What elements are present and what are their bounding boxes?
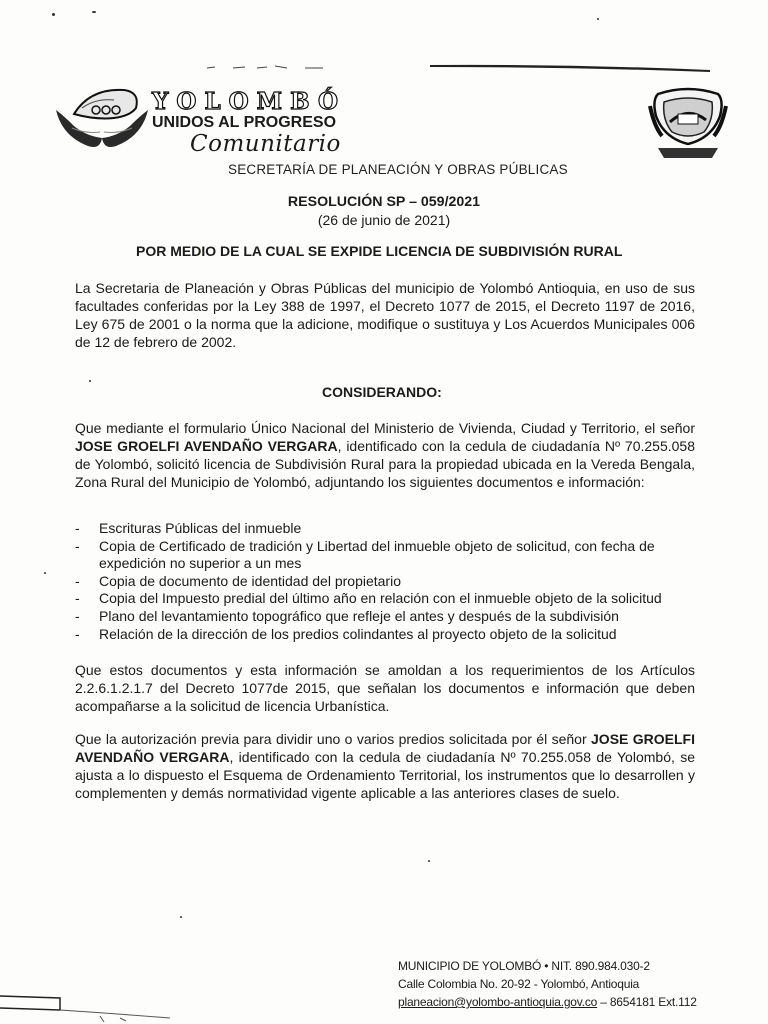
intro-paragraph: La Secretaria de Planeación y Obras Públicas del municipio de Yolombó Antioquia, en uso de sus facultades conferidas por la Ley 388 de 1997, el Decreto 1077 de 2015, el Decreto 1197 de 2016, Ley 675 de 2001 o la norma que la adicione, modifique o sustituya y Los Acuerdos Municipales 006 de 12 de febrero de 2002. [75,280,695,350]
para3-text-end: , identificado con la cedula de ciudadanía Nº 70.255.058 de Yolombó, se ajusta a lo dispuesto el Esquema de Ordenamiento Territorial, los instrumentos que lo desarrollen y complementen y demás normatividad vigente aplicable a las anteriores clases de suelo. [75,749,695,801]
footer-email-link[interactable]: planeacion@yolombo-antioquia.gov.co [398,995,598,1009]
scan-speck [428,860,430,862]
scan-speck [92,11,96,13]
list-item: - Escrituras Públicas del inmueble [75,520,700,538]
scan-speck [89,380,91,382]
brand-script-slogan: Comunitario [190,131,341,157]
footer-address: Calle Colombia No. 20-92 - Yolombó, Antioquia [398,977,640,991]
header-ribbon-line [430,62,710,72]
resolution-subject: POR MEDIO DE LA CUAL SE EXPIDE LICENCIA DE SUBDIVISIÓN RURAL [136,243,623,259]
para1-text-start: Que mediante el formulario Único Nacional del Ministerio de Vivienda, Ciudad y Territorio, el señor [75,420,695,436]
footer-email-phone [398,993,697,1011]
resolution-date: (26 de junio de 2021) [317,212,451,228]
para3-text-start: Que la autorización previa para dividir uno o varios predios solicitada por él señor [75,731,592,747]
municipal-crest-icon [648,86,728,162]
footer-contact [398,957,697,1011]
required-documents-list [75,520,700,643]
scan-speck [52,13,55,16]
brand-slogan: UNIDOS AL PROGRESO [152,114,337,131]
considerando-paragraph-2: Que estos documentos y esta información se amoldan a los requerimientos de los Artículos 2.2.6.1.2.1.7 del Decreto 1077de 2015, que señalan los documentos e información que deben acompañarse a la solicitud de licencia Urbanística. [75,662,695,714]
yolombo-hands-logo-icon [52,80,152,152]
list-item: - Relación de la dirección de los predios colindantes al proyecto objeto de la solicitud [75,626,700,644]
scan-speck [597,18,599,20]
list-item: - Plano del levantamiento topográfico que refleje el antes y después de la subdivisión [75,608,700,626]
brand-block [152,90,346,156]
list-item: - Copia de documento de identidad del propietario [75,573,700,591]
scan-speck [180,916,182,918]
considerando-paragraph-1 [75,419,695,491]
header-scribble [205,62,355,72]
footer-municipality: MUNICIPIO DE YOLOMBÓ • NIT. 890.984.030-2 [398,959,650,973]
brand-name: YOLOMBÓ [152,88,347,115]
list-item: - Copia de Certificado de tradición y Libertad del inmueble objeto de solicitud, con fecha de expedición no superior a un mes [75,538,700,573]
office-name: SECRETARÍA DE PLANEACIÓN Y OBRAS PÚBLICAS [228,162,568,177]
para1-text-end: , identificado con la cedula de ciudadanía Nº 70.255.058 de Yolombó, solicitó licencia de Subdivisión Rural para la propiedad ubicada en la Vereda Bengala, Zona Rural del Municipio de Yolombó, adjuntando los siguientes documentos e información: [75,438,695,490]
footer-corner-graphic [0,990,200,1024]
list-item: - Copia del Impuesto predial del último año en relación con el inmueble objeto de la solicitud [75,590,700,608]
applicant-name: JOSE GROELFI AVENDAÑO VERGARA [75,438,338,454]
footer-phone: – 8654181 Ext.112 [597,995,697,1009]
resolution-number: RESOLUCIÓN SP – 059/2021 [287,194,481,210]
scan-speck [44,572,46,574]
considerando-paragraph-3 [75,730,695,802]
applicant-name: JOSE GROELFI AVENDAÑO VERGARA [75,731,695,765]
considerando-heading: CONSIDERANDO: [322,384,442,400]
